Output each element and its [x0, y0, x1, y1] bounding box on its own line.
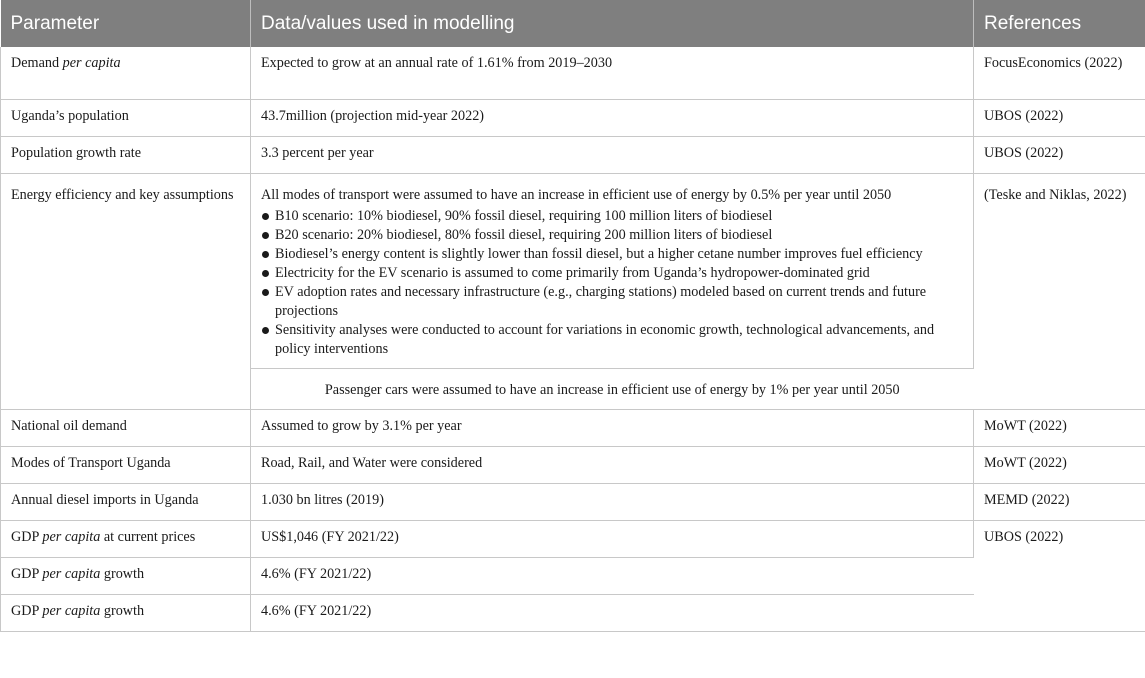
- list-item: Sensitivity analyses were conducted to account for variations in economic growth, technological advancements, and policy interventions: [261, 321, 963, 359]
- header-references: References: [974, 0, 1145, 47]
- header-data: Data/values used in modelling: [251, 0, 974, 47]
- list-item: Biodiesel’s energy content is slightly lower than fossil diesel, but a higher cetane number improves fuel efficiency: [261, 245, 963, 264]
- assumption-list: [261, 207, 963, 359]
- ref-cell: UBOS (2022): [974, 521, 1145, 632]
- param-cell: GDP per capita growth: [1, 558, 251, 595]
- list-item: B20 scenario: 20% biodiesel, 80% fossil diesel, requiring 200 million liters of biodiesel: [261, 226, 963, 245]
- param-cell: Demand per capita: [1, 47, 251, 100]
- table-row: [1, 521, 1145, 558]
- value-cell: Road, Rail, and Water were considered: [251, 447, 974, 484]
- table-row: [1, 100, 1145, 137]
- list-item: EV adoption rates and necessary infrastructure (e.g., charging stations) modeled based on current trends and future projections: [261, 283, 963, 321]
- value-cell: Assumed to grow by 3.1% per year: [251, 410, 974, 447]
- list-item: Electricity for the EV scenario is assumed to come primarily from Uganda’s hydropower-dominated grid: [261, 264, 963, 283]
- table-row: [1, 558, 1145, 595]
- table-header-row: [1, 0, 1145, 47]
- param-cell: Energy efficiency and key assumptions: [1, 174, 251, 410]
- value-cell: US$1,046 (FY 2021/22): [251, 521, 974, 558]
- param-cell: GDP per capita growth: [1, 595, 251, 632]
- table-row: [1, 447, 1145, 484]
- value-cell: [251, 174, 974, 369]
- param-cell: Uganda’s population: [1, 100, 251, 137]
- ref-cell: MEMD (2022): [974, 484, 1145, 521]
- value-cell: Passenger cars were assumed to have an increase in efficient use of energy by 1% per year until 2050: [251, 369, 974, 410]
- ref-cell: (Teske and Niklas, 2022): [974, 174, 1145, 410]
- ref-cell: MoWT (2022): [974, 447, 1145, 484]
- efficiency-intro: All modes of transport were assumed to have an increase in efficient use of energy by 0.5% per year until 2050: [261, 187, 892, 203]
- table-row: [1, 595, 1145, 632]
- ref-cell: UBOS (2022): [974, 137, 1145, 174]
- list-item: B10 scenario: 10% biodiesel, 90% fossil diesel, requiring 100 million liters of biodiesel: [261, 207, 963, 226]
- param-cell: National oil demand: [1, 410, 251, 447]
- ref-cell: MoWT (2022): [974, 410, 1145, 447]
- param-cell: Annual diesel imports in Uganda: [1, 484, 251, 521]
- value-cell: 4.6% (FY 2021/22): [251, 558, 974, 595]
- value-cell: 3.3 percent per year: [251, 137, 974, 174]
- table-row: [1, 174, 1145, 369]
- value-cell: 1.030 bn litres (2019): [251, 484, 974, 521]
- ref-cell: FocusEconomics (2022): [974, 47, 1145, 100]
- header-parameter: Parameter: [1, 0, 251, 47]
- table-row: [1, 47, 1145, 100]
- value-cell: Expected to grow at an annual rate of 1.61% from 2019–2030: [251, 47, 974, 100]
- ref-cell: UBOS (2022): [974, 100, 1145, 137]
- param-cell: Modes of Transport Uganda: [1, 447, 251, 484]
- value-cell: 43.7million (projection mid-year 2022): [251, 100, 974, 137]
- param-cell: GDP per capita at current prices: [1, 521, 251, 558]
- table-row: [1, 410, 1145, 447]
- param-cell: Population growth rate: [1, 137, 251, 174]
- table-row: [1, 484, 1145, 521]
- value-cell: 4.6% (FY 2021/22): [251, 595, 974, 632]
- table-row: [1, 137, 1145, 174]
